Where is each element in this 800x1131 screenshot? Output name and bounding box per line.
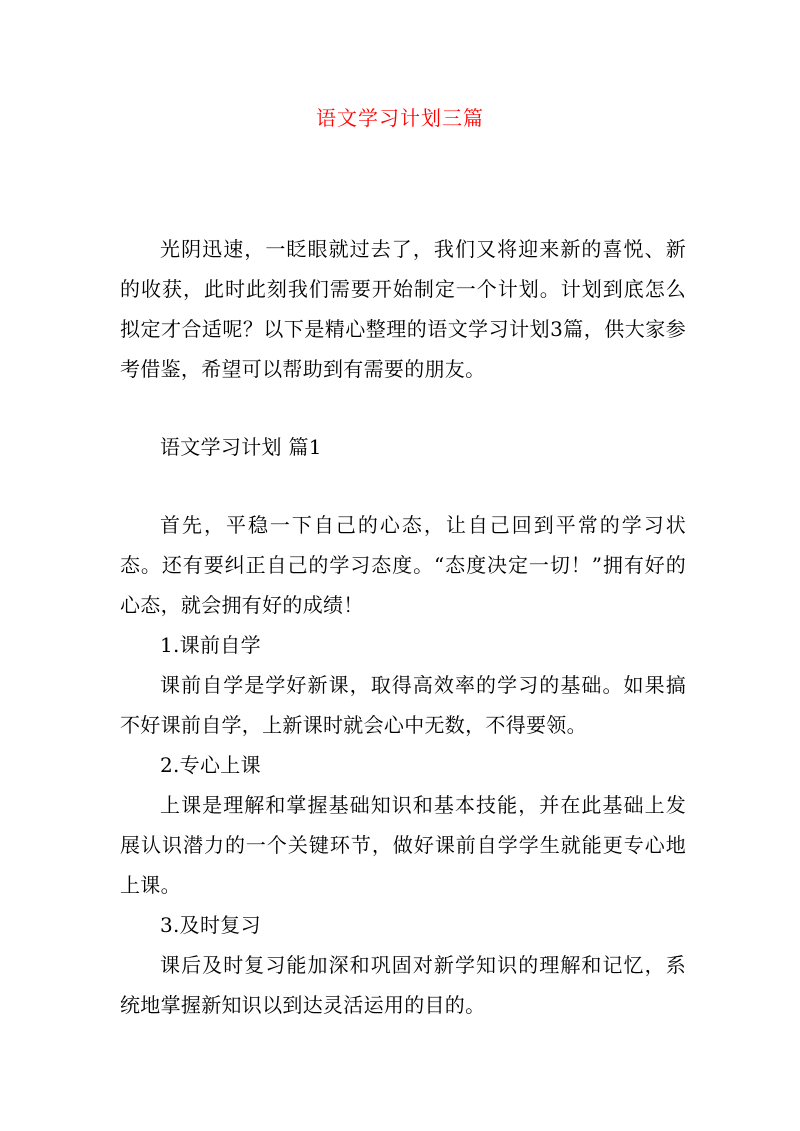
item-text-2: 上课是理解和掌握基础知识和基本技能，并在此基础上发展认识潜力的一个关键环节，做好课前自学学生就能更专心地上课。 xyxy=(120,793,686,897)
spacer xyxy=(120,389,686,427)
section-heading: 语文学习计划 篇1 xyxy=(160,435,322,459)
document-title: 语文学习计划三篇 xyxy=(316,106,484,130)
section-intro-paragraph: 首先，平稳一下自己的心态，让自己回到平常的学习状态。还有要纠正自己的学习态度。“态度决定一切！”拥有好的心态，就会拥有好的成绩！ xyxy=(120,513,686,617)
intro-paragraph: 光阴迅速，一眨眼就过去了，我们又将迎来新的喜悦、新的收获，此时此刻我们需要开始制定一个计划。计划到底怎么拟定才合适呢？以下是精心整理的语文学习计划3篇，供大家参考借鉴，希望可以帮助到有需要的朋友。 xyxy=(120,237,686,381)
item-heading-2: 2.专心上课 xyxy=(160,753,261,777)
item-text-1: 课前自学是学好新课，取得高效率的学习的基础。如果搞不好课前自学，上新课时就会心中无数，不得要领。 xyxy=(120,673,686,737)
item-heading-1: 1.课前自学 xyxy=(160,633,261,657)
item-heading-3: 3.及时复习 xyxy=(160,913,261,937)
document-body xyxy=(120,229,686,1025)
item-text-3: 课后及时复习能加深和巩固对新学知识的理解和记忆，系统地掌握新知识以到达灵活运用的目的。 xyxy=(120,953,686,1017)
spacer xyxy=(120,467,686,505)
